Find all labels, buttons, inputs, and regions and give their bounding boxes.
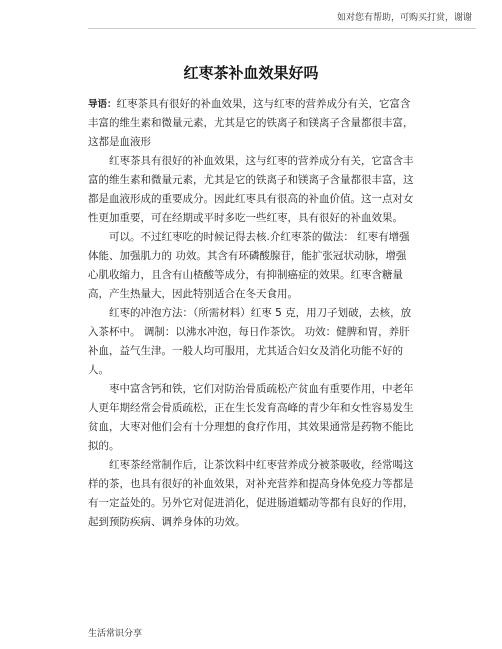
- paragraph-4: 枣中富含钙和铁，它们对防治骨质疏松产贫血有重要作用，中老年人更年期经常会骨质疏松，正在生长发育高峰的青少年和女性容易发生贫血，大枣对他们会有十分理想的食疗作用，其效果通常是药物不能比拟的。: [88, 383, 414, 452]
- article-body: [88, 95, 414, 532]
- guide-paragraph: [88, 95, 414, 152]
- footer-text: 生活常识分享: [88, 629, 143, 639]
- paragraph-2: 可以。不过红枣吃的时候记得去核.介红枣茶的做法： 红枣有增强体能、加强肌力的 功效。其含有环磷酸腺苷，能扩张冠状动脉，增强心肌收缩力，且含有山楂酸等成分，有抑制癌症的效果。红枣含糖量高，产生热量大，因此特别适合在冬天食用。: [88, 231, 410, 300]
- page-title: 红枣茶补血效果好吗: [183, 64, 319, 82]
- guide-label: 导语：: [88, 99, 117, 110]
- paragraph-5: 红枣茶经常制作后，让茶饮料中红枣营养成分被茶吸收，经常喝这样的茶，也具有很好的补血效果，对补充营养和提高身体免疫力等都是有一定益处的。另外它对促进消化，促进肠道蠕动等都有良好的作用，起到预防疾病、调养身体的功效。: [88, 459, 414, 528]
- header-divider: [88, 28, 476, 29]
- guide-text: 红枣茶具有很好的补血效果，这与红枣的营养成分有关，它富含丰富的维生素和微量元素，尤其是它的铁离子和镁离子含量都很丰富，这都是血液形: [88, 98, 414, 148]
- paragraph-1: 红枣茶具有很好的补血效果，这与红枣的营养成分有关，它富含丰富的维生素和微量元素，尤其是它的铁离子和镁离子含量都很丰富，这都是血液形成的重要成分。因此红枣具有很高的补血价值。这一点对女性更加重要，可在经期或平时多吃一些红枣，具有很好的补血效果。: [88, 155, 414, 224]
- header-note: 如对您有帮助，可购买打赏，谢谢: [336, 13, 472, 23]
- paragraph-3: 红枣的冲泡方法：（所需材料）红枣 5 克，用刀子划破，去核，放入茶杯中。 调制：以沸水冲泡，每日作茶饮。 功效：健脾和胃，养肝补血，益气生津。一般人均可服用，尤其适合妇女及消化功能不好的人。: [88, 307, 412, 376]
